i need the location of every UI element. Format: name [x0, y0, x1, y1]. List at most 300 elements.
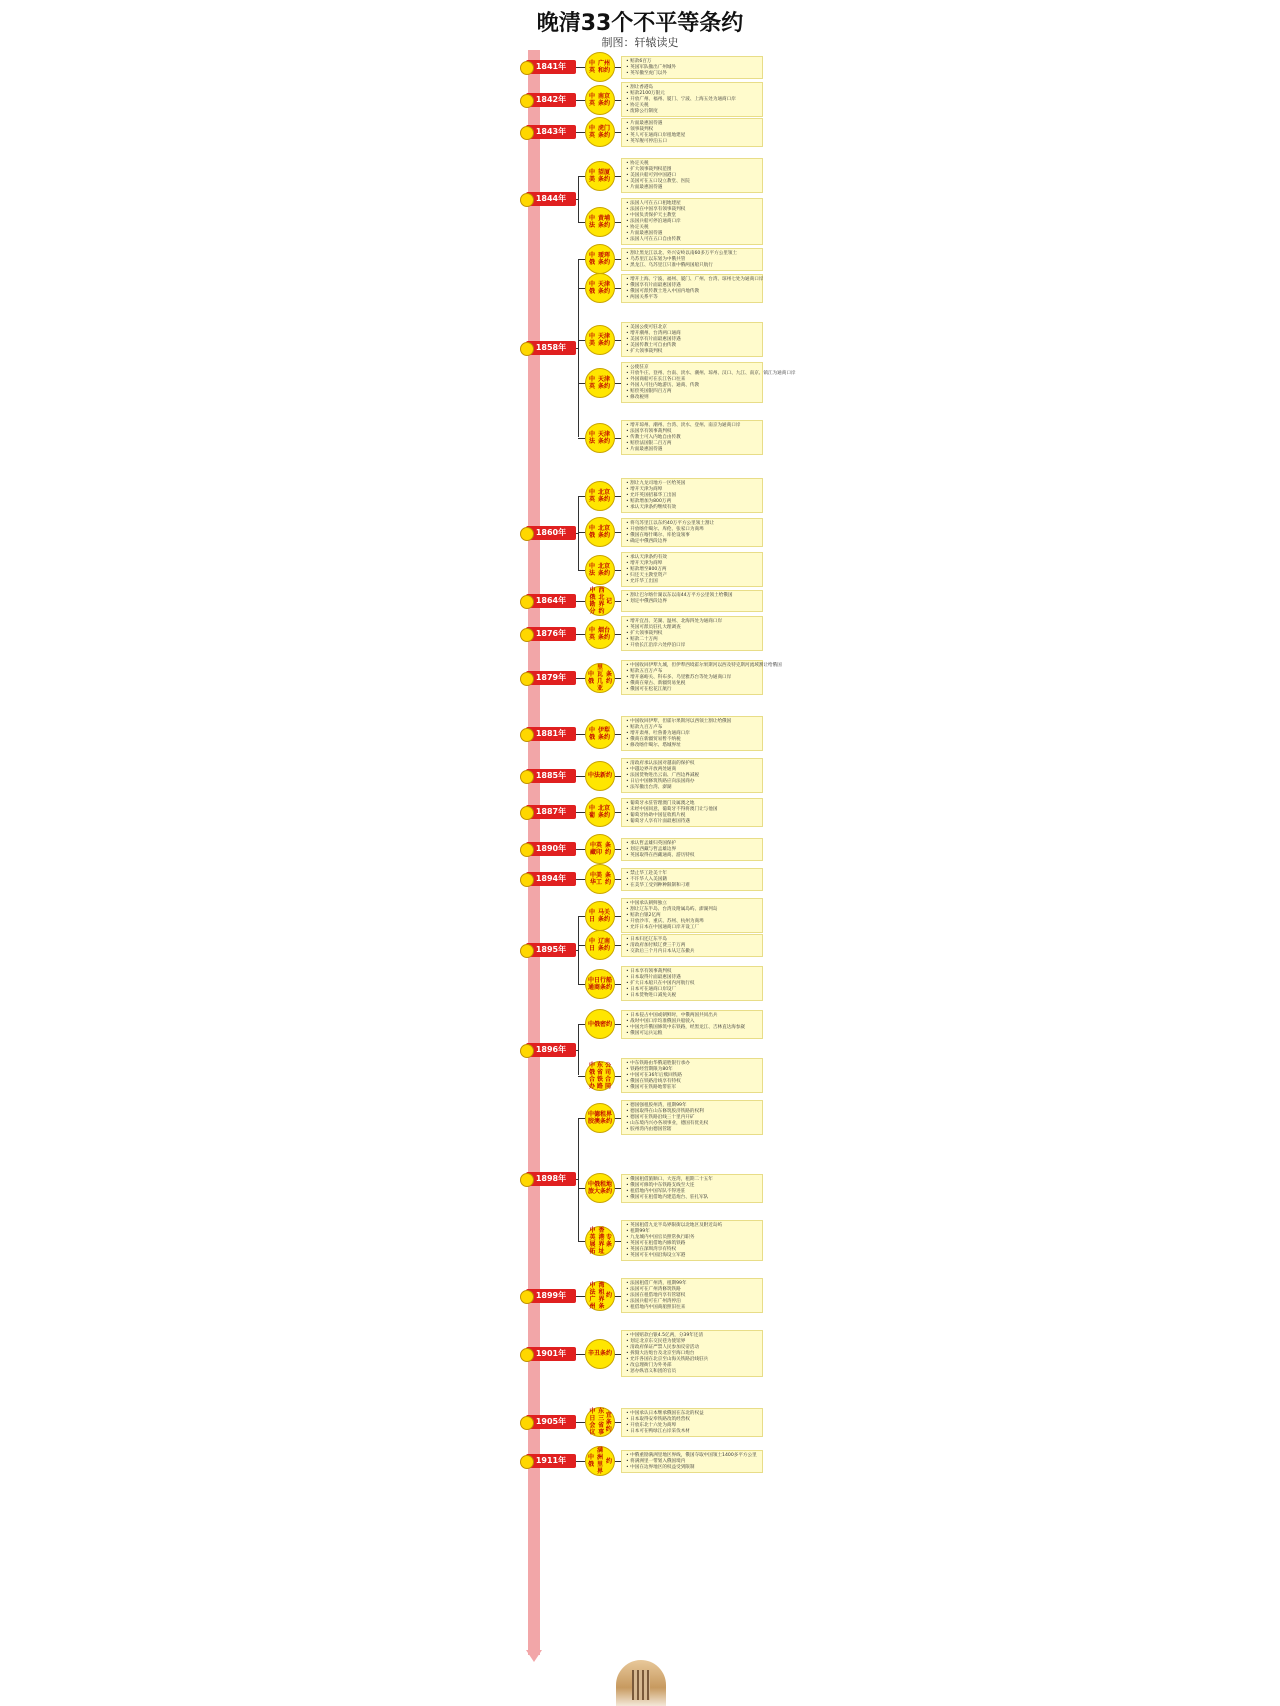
treaty-point: • 日本归还辽东半岛: [626, 937, 667, 942]
treaty-name-circle[interactable]: 中美 天津条约: [585, 325, 615, 355]
page-subtitle: 制图：轩辕读史: [601, 36, 679, 49]
year-marker-dot: [520, 770, 534, 784]
treaty-name-circle[interactable]: 中英藏印 条约: [585, 834, 615, 864]
treaty-point: • 俄国在铁路沿线享有特权: [626, 1079, 681, 1084]
treaty-name-circle[interactable]: 中美华工 条约: [585, 864, 615, 894]
treaty-point: • 增开肃州、吐鲁番为通商口岸: [626, 731, 690, 736]
treaty-point: • 传教士可入内地自由传教: [626, 435, 681, 440]
year-to-branch-line: [576, 1296, 585, 1297]
treaty-name-circle[interactable]: 中俄 北京条约: [585, 517, 615, 547]
treaty-point: • 禁止华工赴美十年: [626, 871, 667, 876]
treaty-point: • 片面最惠国待遇: [626, 231, 663, 236]
treaty-detail-box: [621, 274, 763, 303]
branch-tick: [578, 916, 585, 917]
circle-to-box-line: [615, 532, 621, 533]
year-label: 1858年: [526, 341, 576, 355]
treaty-point: • 清政府承认法国对越南的保护权: [626, 761, 695, 766]
treaty-name-circle[interactable]: 中日通商 行船条约: [585, 969, 615, 999]
treaty-point: • 中国承认日本继承俄国在东北的权益: [626, 1411, 704, 1416]
circle-to-box-line: [615, 1354, 621, 1355]
treaty-point: • 增开上海、宁波、福州、厦门、广州、台湾、琼州七处为通商口岸: [626, 277, 764, 282]
year-marker-dot: [520, 595, 534, 609]
treaty-point: • 日本取得片面最惠国待遇: [626, 975, 681, 980]
treaty-name-circle[interactable]: 中法 黄埔条约: [585, 207, 615, 237]
treaty-name-circle[interactable]: 中葡 北京条约: [585, 797, 615, 827]
treaty-name-circle[interactable]: 中美 望厦条约: [585, 161, 615, 191]
treaty-point: • 中国负责保护天主教堂: [626, 213, 677, 218]
treaty-point: • 公使驻京: [626, 365, 649, 370]
treaty-point: • 赔款增加为800万两: [626, 499, 672, 504]
circle-to-box-line: [615, 734, 621, 735]
treaty-point: • 俄国租借旅顺口、大连湾，租期二十五年: [626, 1177, 713, 1182]
treaty-detail-box: [621, 616, 763, 651]
year-marker-dot: [520, 527, 534, 541]
treaty-point: • 中国可在36年后赎回铁路: [626, 1073, 682, 1078]
treaty-point: • 英人可在通商口岸租地建屋: [626, 133, 686, 138]
circle-to-box-line: [615, 634, 621, 635]
treaty-detail-box: [621, 590, 763, 612]
treaty-point: • 中国允许俄国修筑中东铁路，经黑龙江、吉林直达海参崴: [626, 1025, 746, 1030]
treaty-point: • 赔偿英国银四百万两: [626, 389, 672, 394]
treaty-point: • 俄商在新疆贸易暂不纳税: [626, 737, 681, 742]
treaty-point: • 拆毁大沽炮台及北京至海口炮台: [626, 1351, 695, 1356]
branch-tick: [578, 1188, 585, 1189]
treaty-name-circle[interactable]: 中俄 瑷珲条约: [585, 244, 615, 274]
year-to-branch-line: [576, 950, 578, 951]
circle-to-box-line: [615, 100, 621, 101]
treaty-point: • 俄国在喀什噶尔、库伦设领事: [626, 533, 690, 538]
treaty-point: • 俄国可运兵运粮: [626, 1031, 663, 1036]
branch-tick: [578, 288, 585, 289]
circle-to-box-line: [615, 879, 621, 880]
circle-to-box-line: [615, 288, 621, 289]
treaty-point: • 租借地内中国军队不得进驻: [626, 1189, 686, 1194]
treaty-point: • 开放广州、福州、厦门、宁波、上海五处为通商口岸: [626, 97, 736, 102]
branch-tick: [578, 1118, 585, 1119]
treaty-point: • 法国兵船可在广州湾停泊: [626, 1299, 681, 1304]
page-title: 晚清33个不平等条约: [536, 11, 744, 36]
year-to-branch-line: [576, 348, 578, 349]
treaty-point: • 赔款6百万: [626, 59, 652, 64]
treaty-point: • 外国商船可在长江各口往来: [626, 377, 686, 382]
year-marker-dot: [520, 1348, 534, 1362]
treaty-name-circle[interactable]: 中俄 满洲里界 约: [585, 1446, 615, 1476]
treaty-point: • 俄国可在铁路地带驻军: [626, 1085, 677, 1090]
treaty-point: • 割让黑龙江以北、外兴安岭以南60多万平方公里领土: [626, 251, 738, 256]
treaty-point: • 葡萄牙永驻管理澳门及属澳之地: [626, 801, 695, 806]
circle-to-box-line: [615, 1024, 621, 1025]
treaty-point: • 法国租借广州湾，租期99年: [626, 1281, 687, 1286]
branch-tick: [578, 222, 585, 223]
treaty-point: • 清政府加付赎辽费三千万两: [626, 943, 686, 948]
treaty-point: • 中东铁路由华俄道胜银行承办: [626, 1061, 690, 1066]
treaty-point: • 美国公使可驻北京: [626, 325, 667, 330]
year-to-branch-line: [576, 533, 578, 534]
treaty-point: • 不许华人入美国籍: [626, 877, 667, 882]
treaty-name-circle[interactable]: 中英 烟台条约: [585, 619, 615, 649]
circle-to-box-line: [615, 259, 621, 260]
treaty-point: • 葡萄牙人享有片面最惠国待遇: [626, 819, 690, 824]
treaty-name-circle[interactable]: 中法 天津条约: [585, 423, 615, 453]
treaty-point: • 增开潮州、台湾两口通商: [626, 331, 681, 336]
treaty-name-circle[interactable]: 中日 辽南条约: [585, 930, 615, 960]
circle-to-box-line: [615, 496, 621, 497]
year-to-branch-line: [576, 601, 585, 602]
treaty-point: • 铁路经营期限为80年: [626, 1067, 673, 1072]
treaty-name-circle[interactable]: 中俄 伊犁条约: [585, 719, 615, 749]
treaty-point: • 日本可在通商口岸设厂: [626, 987, 677, 992]
treaty-detail-box: [621, 420, 763, 455]
treaty-name-circle[interactable]: 中英 广州和约: [585, 52, 615, 82]
treaty-point: • 葡萄牙协助中国征收鸦片税: [626, 813, 686, 818]
year-to-branch-line: [576, 1354, 585, 1355]
treaty-detail-box: [621, 248, 763, 271]
year-label: 1876年: [526, 627, 576, 641]
treaty-detail-box: [621, 716, 763, 751]
treaty-point: • 扩大日本船只在中国内河航行权: [626, 981, 695, 986]
circle-to-box-line: [615, 849, 621, 850]
year-label: 1860年: [526, 526, 576, 540]
treaty-name-circle[interactable]: 中俄 天津条约: [585, 273, 615, 303]
treaty-point: • 割让辽东半岛、台湾及附属岛屿、澎湖列岛: [626, 907, 718, 912]
treaty-point: • 美国享有片面最惠国待遇: [626, 337, 681, 342]
branch-tick: [578, 1076, 585, 1077]
treaty-point: • 胶州湾内由德国管辖: [626, 1127, 672, 1132]
treaty-point: • 法国人可在五口自由传教: [626, 237, 681, 242]
treaty-point: • 归还天主教堂资产: [626, 573, 667, 578]
year-marker-dot: [520, 94, 534, 108]
year-label: 1864年: [526, 594, 576, 608]
circle-to-box-line: [615, 984, 621, 985]
treaty-point: • 美国传教士可自由传教: [626, 343, 677, 348]
treaty-point: • 割让九龙司地方一区给英国: [626, 481, 686, 486]
footer-emblem-image: [616, 1660, 666, 1706]
circle-to-box-line: [615, 1076, 621, 1077]
treaty-point: • 赔款白银2亿两: [626, 913, 661, 918]
branch-bracket: [578, 1024, 579, 1075]
treaty-point: • 未经中国同意，葡萄牙不得将澳门让与他国: [626, 807, 718, 812]
treaty-point: • 增开琼州、潮州、台湾、淡水、登州、南京为通商口岸: [626, 423, 741, 428]
treaty-detail-box: [621, 1058, 763, 1093]
year-label: 1911年: [526, 1454, 576, 1468]
treaty-point: • 协定关税: [626, 161, 649, 166]
year-marker-dot: [520, 1044, 534, 1058]
treaty-detail-box: [621, 82, 763, 117]
treaty-point: • 法国享有领事裁判权: [626, 429, 672, 434]
treaty-point: • 修改喀什噶尔、塔城界址: [626, 743, 681, 748]
treaty-point: • 法国人可在五口租地建屋: [626, 201, 681, 206]
treaty-name-circle[interactable]: 中俄合办 东省铁路 公司合同: [585, 1061, 615, 1091]
branch-tick: [578, 945, 585, 946]
treaty-point: • 划定北京东交民巷为使馆界: [626, 1339, 686, 1344]
year-to-branch-line: [576, 1050, 578, 1051]
year-label: 1841年: [526, 60, 576, 74]
year-label: 1905年: [526, 1415, 576, 1429]
treaty-point: • 在美华工受到种种限制和刁难: [626, 883, 690, 888]
treaty-name-circle[interactable]: 中俄 里瓦几亚 条约: [585, 663, 615, 693]
treaty-point: • 中国收回伊犁九城，但伊犁西境霍尔果斯河以西及特克斯河流域割让给俄国: [626, 663, 782, 668]
treaty-detail-box: [621, 1220, 763, 1261]
treaty-point: • 美国兵船可到中国港口: [626, 173, 677, 178]
branch-bracket: [578, 1118, 579, 1241]
year-to-branch-line: [576, 734, 585, 735]
treaty-name-circle[interactable]: 中俄勘分 西北界约 记: [585, 586, 615, 616]
treaty-point: • 俄国享有片面最惠国待遇: [626, 283, 681, 288]
treaty-point: • 俄商在蒙古、新疆贸易免税: [626, 681, 686, 686]
treaty-point: • 允许华工出国: [626, 579, 658, 584]
treaty-point: • 德国可在铁路沿线三十里内开矿: [626, 1115, 695, 1120]
treaty-name-circle[interactable]: 中法广州 湾租界条 约: [585, 1281, 615, 1311]
year-to-branch-line: [576, 100, 585, 101]
treaty-point: • 扩大领事裁判权范围: [626, 167, 672, 172]
treaty-detail-box: [621, 198, 763, 245]
treaty-point: • 协定关税: [626, 225, 649, 230]
branch-tick: [578, 340, 585, 341]
treaty-point: • 割让巴尔喀什湖以东以南44万平方公里领土给俄国: [626, 593, 733, 598]
year-marker-dot: [520, 1290, 534, 1304]
circle-to-box-line: [615, 678, 621, 679]
treaty-point: • 中国承认朝鲜独立: [626, 901, 667, 906]
treaty-point: • 开放喀什噶尔、库伦、张家口为商埠: [626, 527, 704, 532]
treaty-name-circle[interactable]: 中英 北京条约: [585, 481, 615, 511]
treaty-point: • 英军舰可停泊五口: [626, 139, 667, 144]
treaty-point: • 开放长江沿岸六处停泊口岸: [626, 643, 686, 648]
treaty-detail-box: [621, 1278, 763, 1313]
circle-to-box-line: [615, 1296, 621, 1297]
treaty-point: • 英国租借九龙半岛界限街以北地区及附近岛屿: [626, 1223, 723, 1228]
year-label: 1896年: [526, 1043, 576, 1057]
treaty-point: • 日本取得安奉铁路改筑经营权: [626, 1417, 690, 1422]
treaty-point: • 允许各国在北京至山海关铁路沿线驻兵: [626, 1357, 709, 1362]
year-to-branch-line: [576, 776, 585, 777]
treaty-point: • 扩大领事裁判权: [626, 631, 663, 636]
branch-bracket: [578, 176, 579, 222]
treaty-point: • 英国在深圳湾享有特权: [626, 1247, 677, 1252]
treaty-point: • 允许英国招募华工出国: [626, 493, 677, 498]
treaty-point: • 日本享有领事裁判权: [626, 969, 672, 974]
year-to-branch-line: [576, 67, 585, 68]
treaty-point: • 俄国可修筑中东铁路支线至大连: [626, 1183, 695, 1188]
treaty-detail-box: [621, 966, 763, 1001]
treaty-point: • 法国在中国享有领事裁判权: [626, 207, 686, 212]
year-to-branch-line: [576, 812, 585, 813]
year-to-branch-line: [576, 634, 585, 635]
circle-to-box-line: [615, 1118, 621, 1119]
treaty-name-circle[interactable]: 中法新约: [585, 761, 615, 791]
treaty-point: • 俄国可在租借地内建造炮台、驻扎军队: [626, 1195, 709, 1200]
treaty-name-circle[interactable]: 中英展拓 香港界址 专条: [585, 1226, 615, 1256]
year-marker-dot: [520, 628, 534, 642]
treaty-point: • 英国可派员驻扎大理调查: [626, 625, 681, 630]
year-marker-dot: [520, 944, 534, 958]
treaty-point: • 废除公行制度: [626, 109, 658, 114]
treaty-detail-box: [621, 868, 763, 891]
treaty-detail-box: [621, 758, 763, 793]
treaty-point: • 法国兵船可停泊通商口岸: [626, 219, 681, 224]
circle-to-box-line: [615, 601, 621, 602]
treaty-point: • 增开嘉峪关、科布多、乌里雅苏台等处为通商口岸: [626, 675, 732, 680]
treaty-point: • 赔款五百万卢布: [626, 669, 663, 674]
circle-to-box-line: [615, 1188, 621, 1189]
circle-to-box-line: [615, 945, 621, 946]
treaty-point: • 开放东北十六处为商埠: [626, 1423, 677, 1428]
treaty-point: • 割让香港岛: [626, 85, 654, 90]
treaty-point: • 修改税则: [626, 395, 649, 400]
treaty-point: • 中国在边界地区的权益受到限制: [626, 1465, 695, 1470]
treaty-point: • 赔款九百万卢布: [626, 725, 663, 730]
treaty-detail-box: [621, 362, 796, 403]
year-to-branch-line: [576, 132, 585, 133]
treaty-name-circle[interactable]: 中德胶澳 租界条约: [585, 1103, 615, 1133]
year-label: 1844年: [526, 192, 576, 206]
treaty-point: • 九龙城内中国官员照常执行职务: [626, 1235, 695, 1240]
year-to-branch-line: [576, 678, 585, 679]
year-label: 1890年: [526, 842, 576, 856]
treaty-detail-box: [621, 56, 763, 79]
treaty-detail-box: [621, 1100, 763, 1135]
treaty-name-circle[interactable]: 中法 北京条约: [585, 555, 615, 585]
treaty-point: • 片面最惠国待遇: [626, 121, 663, 126]
branch-tick: [578, 570, 585, 571]
year-label: 1881年: [526, 727, 576, 741]
treaty-point: • 增开宜昌、芜湖、温州、北海四处为通商口岸: [626, 619, 723, 624]
treaty-name-circle[interactable]: 中日会议 东三省事 宜条约: [585, 1407, 615, 1437]
treaty-point: • 划定中俄西段边界: [626, 599, 667, 604]
branch-tick: [578, 984, 585, 985]
treaty-name-circle[interactable]: 中日 马关条约: [585, 901, 615, 931]
treaty-point: • 黑龙江、乌苏里江只准中俄两国船只航行: [626, 263, 713, 268]
treaty-point: • 将乌苏里江以东约40万平方公里领土割让: [626, 521, 715, 526]
treaty-point: • 中国赔款白银4.5亿两，分39年还清: [626, 1333, 704, 1338]
treaty-point: • 英国取得在西藏通商、游历特权: [626, 853, 695, 858]
treaty-name-circle[interactable]: 中俄旅大 租地条约: [585, 1173, 615, 1203]
treaty-point: • 片面最惠国待遇: [626, 447, 663, 452]
timeline-arrow: [526, 1650, 542, 1662]
branch-tick: [578, 1241, 585, 1242]
year-to-branch-line: [576, 879, 585, 880]
circle-to-box-line: [615, 67, 621, 68]
treaty-point: • 两国关系平等: [626, 295, 658, 300]
treaty-detail-box: [621, 898, 763, 933]
circle-to-box-line: [615, 776, 621, 777]
treaty-point: • 租借地内中国商船照旧往来: [626, 1305, 686, 1310]
treaty-point: • 日本货物进口减免关税: [626, 993, 677, 998]
treaty-detail-box: [621, 322, 763, 357]
treaty-name-circle[interactable]: 中俄密约: [585, 1009, 615, 1039]
treaty-detail-box: [621, 838, 763, 861]
treaty-point: • 日后中国修筑铁路应向法国商办: [626, 779, 695, 784]
treaty-detail-box: [621, 1010, 763, 1039]
treaty-point: • 外国人可往内地游历、通商、传教: [626, 383, 700, 388]
treaty-detail-box: [621, 478, 763, 513]
circle-to-box-line: [615, 1241, 621, 1242]
treaty-detail-box: [621, 518, 763, 547]
year-label: 1842年: [526, 93, 576, 107]
treaty-point: • 战时中国口岸均准俄国兵船驶入: [626, 1019, 695, 1024]
treaty-point: • 确定中俄西段边界: [626, 539, 667, 544]
treaty-point: • 德国强租胶州湾，租期99年: [626, 1103, 687, 1108]
treaty-point: • 增开天津为商埠: [626, 561, 663, 566]
treaty-point: • 日本侵占中国或朝鲜时，中俄两国共同出兵: [626, 1013, 718, 1018]
treaty-point: • 俄国可在松花江航行: [626, 687, 672, 692]
treaty-point: • 协定关税: [626, 103, 649, 108]
year-label: 1879年: [526, 671, 576, 685]
year-marker-dot: [520, 193, 534, 207]
treaty-point: • 赔款二十万两: [626, 637, 658, 642]
treaty-point: • 英国可在中国沿海设立军港: [626, 1253, 686, 1258]
treaty-point: • 租期99年: [626, 1229, 650, 1234]
treaty-detail-box: [621, 660, 782, 695]
branch-bracket: [578, 259, 579, 437]
treaty-point: • 英军撤至虎门以外: [626, 71, 667, 76]
year-marker-dot: [520, 1173, 534, 1187]
treaty-point: • 山东境内兴办各项事业，德国有优先权: [626, 1121, 709, 1126]
circle-to-box-line: [615, 383, 621, 384]
treaty-point: • 承认哲孟雄归英国保护: [626, 841, 677, 846]
circle-to-box-line: [615, 1422, 621, 1423]
treaty-point: • 英国可在租借地内修筑铁路: [626, 1241, 686, 1246]
circle-to-box-line: [615, 438, 621, 439]
year-label: 1887年: [526, 805, 576, 819]
treaty-point: • 允许日本在中国通商口岸开设工厂: [626, 925, 700, 930]
treaty-point: • 改总理衙门为外务部: [626, 1363, 672, 1368]
branch-tick: [578, 176, 585, 177]
year-label: 1894年: [526, 872, 576, 886]
year-marker-dot: [520, 728, 534, 742]
branch-tick: [578, 259, 585, 260]
treaty-point: • 中越边界开放两处通商: [626, 767, 677, 772]
treaty-name-circle[interactable]: 中英 虎门条约: [585, 117, 615, 147]
treaty-point: • 俄国可派传教士进入中国内地传教: [626, 289, 700, 294]
treaty-point: • 片面最惠国待遇: [626, 185, 663, 190]
circle-to-box-line: [615, 222, 621, 223]
treaty-point: • 承认天津条约继续有效: [626, 505, 677, 510]
treaty-point: • 中国收回伊犁，但霍尔果斯河以西领土割让给俄国: [626, 719, 732, 724]
treaty-name-circle[interactable]: 中英 天津条约: [585, 368, 615, 398]
treaty-point: • 赔款增至800万两: [626, 567, 667, 572]
treaty-point: • 日本可在鸭绿江右岸采伐木材: [626, 1429, 690, 1434]
treaty-name-circle[interactable]: 中英 南京条约: [585, 85, 615, 115]
treaty-detail-box: [621, 798, 763, 827]
circle-to-box-line: [615, 176, 621, 177]
year-to-branch-line: [576, 849, 585, 850]
treaty-point: • 承认天津条约有效: [626, 555, 667, 560]
year-to-branch-line: [576, 199, 578, 200]
treaty-point: • 划定西藏与哲孟雄边界: [626, 847, 677, 852]
treaty-point: • 法国可在广州湾修筑铁路: [626, 1287, 681, 1292]
treaty-point: • 将满洲里一带划入俄国境内: [626, 1459, 686, 1464]
year-label: 1885年: [526, 769, 576, 783]
year-label: 1895年: [526, 943, 576, 957]
treaty-point: • 开放沙市、重庆、苏州、杭州为商埠: [626, 919, 704, 924]
treaty-detail-box: [621, 1330, 763, 1377]
treaty-point: • 法国在租借地内享有管辖权: [626, 1293, 686, 1298]
treaty-name-circle[interactable]: 辛丑条约: [585, 1339, 615, 1369]
treaty-point: • 赔款2100万银元: [626, 91, 665, 96]
circle-to-box-line: [615, 570, 621, 571]
year-to-branch-line: [576, 1422, 585, 1423]
year-label: 1898年: [526, 1172, 576, 1186]
treaty-point: • 德国取得在山东修筑胶济铁路的权利: [626, 1109, 704, 1114]
branch-tick: [578, 532, 585, 533]
year-to-branch-line: [576, 1461, 585, 1462]
treaty-detail-box: [621, 1450, 763, 1473]
branch-tick: [578, 496, 585, 497]
treaty-detail-box: [621, 1408, 763, 1437]
year-label: 1901年: [526, 1347, 576, 1361]
circle-to-box-line: [615, 340, 621, 341]
treaty-point: • 中俄重勘满洲里地区界线，俄国夺取中国领土1400多平方公里: [626, 1453, 757, 1458]
